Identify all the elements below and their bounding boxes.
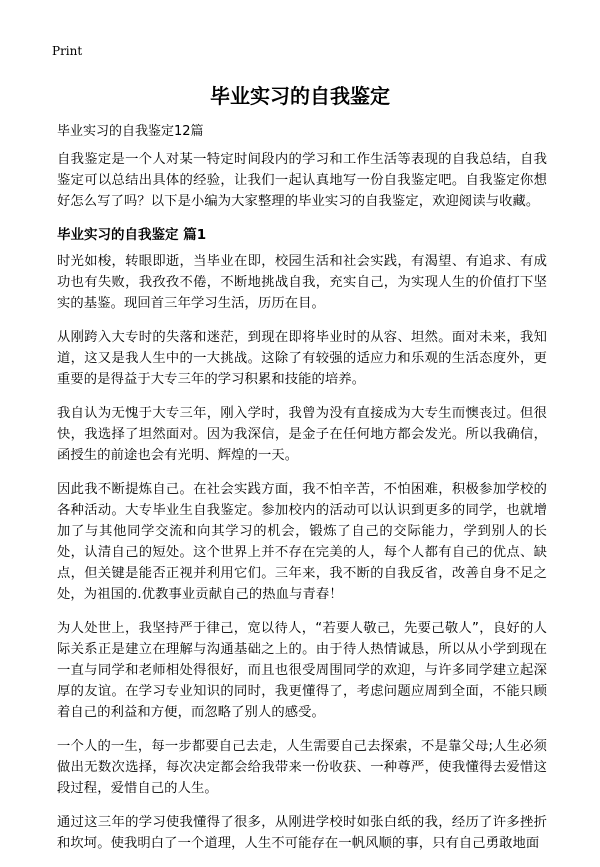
document-subtitle: 毕业实习的自我鉴定12篇 <box>57 124 204 139</box>
intro-paragraph: 自我鉴定是一个人对某一特定时间段内的学习和工作生活等表现的自我总结，自我鉴定可以总结出具体的经验，让我们一起认真地写一份自我鉴定吧。自我鉴定你想好怎么写了吗？以下是小编为大家整理的毕业实习的自我鉴定，欢迎阅读与收藏。 <box>57 152 547 209</box>
body-paragraph: 因此我不断提炼自己。在社会实践方面，我不怕辛苦，不怕困难，积极参加学校的各种活动。大专毕业生自我鉴定。参加校内的活动可以认识到更多的同学，也就增加了与其他同学交流和向其学习的机会，锻炼了自己的交际能力，学到别人的长处，认清自己的短处。这个世界上并不存在完美的人，每个人都有自己的优点、缺点，但关键是能否正视并利用它们。三年来，我不断的自我反省，改善自身不足之处，为祖国的.优教事业贡献自己的热血与青春！ <box>57 482 547 602</box>
section-heading: 毕业实习的自我鉴定 篇1 <box>57 227 207 243</box>
page-title: 毕业实习的自我鉴定 <box>210 84 390 108</box>
body-paragraph: 通过这三年的学习使我懂得了很多，从刚进学校时如张白纸的我，经历了许多挫折和坎坷。使我明白了一个道理，人生不可能存在一帆风顺的事，只有自己勇敢地面 <box>57 815 547 851</box>
body-paragraph: 为人处世上，我坚持严于律己，宽以待人，“若要人敬己，先要己敬人”，良好的人际关系正是建立在理解与沟通基础之上的。由于待人热情诚恳，所以从小学到现在一直与同学和老师相处得很好，而且也很受周围同学的欢迎，与许多同学建立起深厚的友谊。在学习专业知识的同时，我更懂得了，考虑问题应周到全面，不能只顾着自己的利益和方便，而忽略了别人的感受。 <box>57 621 547 720</box>
body-paragraph: 从刚跨入大专时的失落和迷茫，到现在即将毕业时的从容、坦然。面对未来，我知道，这又是我人生中的一大挑战。这除了有较强的适应力和乐观的生活态度外，更重要的是得益于大专三年的学习积累和技能的培养。 <box>57 330 547 387</box>
body-paragraph: 时光如梭，转眼即逝，当毕业在即，校园生活和社会实践，有渴望、有追求、有成功也有失败，我孜孜不倦，不断地挑战自我，充实自己，为实现人生的价值打下坚实的基鉴。现回首三年学习生活，历历在目。 <box>57 254 547 311</box>
body-paragraph: 一个人的一生，每一步都要自己去走，人生需要自己去探索，不是靠父母;人生必须做出无数次选择，每次决定都会给我带来一份收获、一种尊严，使我懂得去爱惜这段过程，爱惜自己的人生。 <box>57 739 547 796</box>
print-link[interactable]: Print <box>52 44 83 58</box>
body-paragraph: 我自认为无愧于大专三年，刚入学时，我曾为没有直接成为大专生而懊丧过。但很快，我选择了坦然面对。因为我深信，是金子在任何地方都会发光。所以我确信，函授生的前途也会有光明、辉煌的一天。 <box>57 406 547 463</box>
document-body <box>57 149 547 867</box>
